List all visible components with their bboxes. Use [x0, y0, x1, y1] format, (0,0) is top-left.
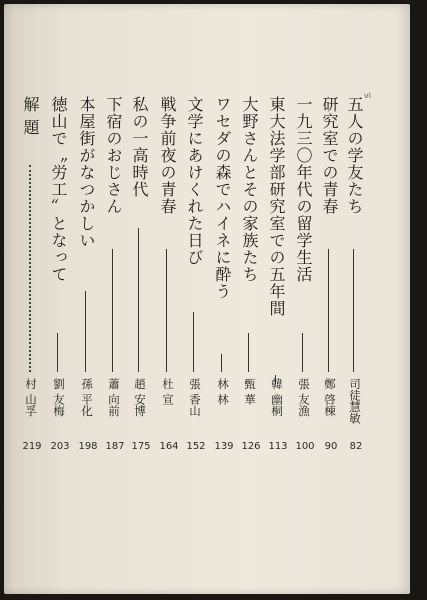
toc-entry-author: 張 友漁: [297, 378, 311, 417]
toc-entry: [208, 96, 240, 456]
toc-entry-author: 張 香山: [188, 378, 202, 417]
toc-leader-line: [221, 354, 222, 372]
toc-entry-title: 東大法学部研究室での五年間: [267, 96, 286, 317]
toc-leader-line: [353, 249, 354, 372]
toc-entry: [153, 96, 185, 456]
toc-leader-line: [166, 249, 167, 372]
toc-entry: [16, 96, 48, 456]
toc-entry-title: 本屋街がなつかしい: [77, 96, 96, 249]
toc-entry-page-number: 203: [50, 441, 70, 452]
toc-entry-page-number: 82: [349, 441, 363, 452]
toc-entry-author: 林 林: [216, 378, 230, 405]
toc-leader-line: [302, 333, 303, 372]
toc-entry-title: 戦争前夜の青春: [158, 96, 177, 215]
toc-leader-line: [138, 228, 139, 372]
toc-entry-page-number: 219: [22, 441, 42, 452]
toc-entry-page-number: 126: [241, 441, 261, 452]
toc-entry-title: 徳山で〝労工〟となって: [49, 96, 68, 283]
toc-entry-author: 趙 安博: [133, 378, 147, 417]
toc-entry-page-number: 113: [268, 441, 288, 452]
toc-entry-page-number: 90: [324, 441, 338, 452]
toc-leader-line: [328, 249, 329, 372]
toc-entry-title: 一九三〇年代の留学生活: [294, 96, 313, 283]
toc-entry-title: 下宿のおじさん: [104, 96, 123, 215]
toc-entry-title: 私の一高時代: [130, 96, 149, 198]
toc-entry-author: 甄 華: [243, 378, 257, 405]
toc-entry-title: ワセダの森でハイネに酔う: [213, 96, 232, 300]
toc-leader-line: [112, 249, 113, 372]
toc-entry-page-number: 152: [186, 441, 206, 452]
toc-entry-author: 孫 平化: [80, 378, 94, 417]
toc-entry-page-number: 198: [78, 441, 98, 452]
toc-entry: [72, 96, 104, 456]
book-page: [4, 4, 410, 594]
toc-entry-page-number: 139: [214, 441, 234, 452]
toc-leader-line: [193, 312, 194, 372]
toc-entry-page-number: 175: [131, 441, 151, 452]
toc-entry-author: 蕭 向前: [107, 378, 121, 417]
toc-entry-page-number: 100: [295, 441, 315, 452]
toc-entry-author: 司徒慧敏: [348, 378, 362, 424]
toc-leader-line: [85, 291, 86, 372]
toc-entry-author: 鄭 啓棟: [323, 378, 337, 417]
toc-entry-title: 文学にあけくれた日び: [185, 96, 204, 266]
page-number: vi: [364, 91, 371, 100]
toc-entry-author: 杜 宣: [161, 378, 175, 405]
toc-entry-title: 五人の学友たち: [345, 96, 364, 215]
toc-leader-line: [29, 165, 31, 372]
toc-leader-line: [248, 333, 249, 372]
toc-entry-author: 韓 幽桐: [270, 378, 284, 417]
toc-entry: [44, 96, 76, 456]
toc-leader-line: [57, 333, 58, 372]
toc-entry-title: 大野さんとその家族たち: [240, 96, 259, 283]
toc-entry-author: 村 山孚: [24, 378, 38, 417]
toc-entry-page-number: 187: [105, 441, 125, 452]
toc-entry-page-number: 164: [159, 441, 179, 452]
toc-entry-title: 研究室での青春: [320, 96, 339, 215]
toc-entry-author: 劉 友梅: [52, 378, 66, 417]
toc-entry-title: 解 題: [21, 96, 40, 137]
